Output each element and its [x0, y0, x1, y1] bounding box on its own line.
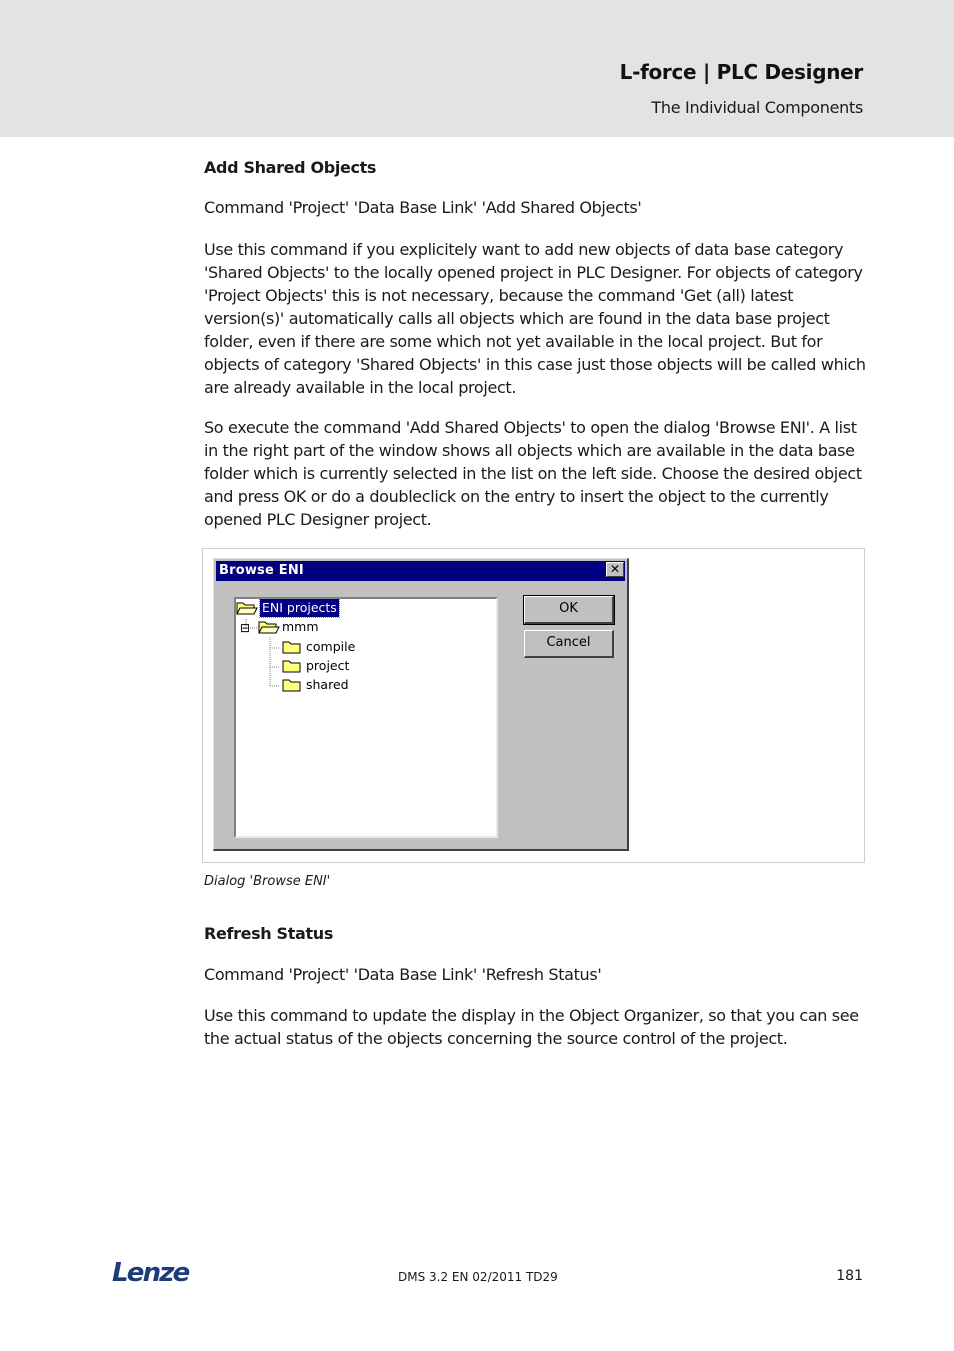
body-paragraph: So execute the command 'Add Shared Objects' to open the dialog 'Browse ENI'. A list in the right part of the window shows all objects which are available in the data base folder which is currently selected in the list on the left side. Choose the desired object and press OK or do a doubleclick on the entry to insert the object to the currently opened PLC Designer project.	[204, 418, 862, 529]
command-path: Command 'Project' 'Data Base Link' 'Refresh Status'	[204, 965, 602, 984]
tree-item-label: compile	[306, 639, 356, 654]
tree-item-label: shared	[306, 677, 349, 692]
page-header	[0, 0, 954, 137]
paragraph-wrap-1	[204, 238, 870, 399]
figure-caption: Dialog 'Browse ENI'	[204, 874, 331, 889]
folder-open-icon	[258, 619, 280, 635]
body-paragraph: Use this command if you explicitely want to add new objects of data base category 'Shared Objects' to the locally opened project in PLC Designer. For objects of category 'Project Objects' this is not necessary, because the command 'Get (all) latest version(s)' automatically calls all objects which are found in the data base project folder, even if there are some which not yet available in the local project. But for objects of category 'Shared Objects' in this case just those objects will be called which are already available in the local project.	[204, 240, 866, 397]
browse-eni-dialog	[213, 558, 629, 851]
document-id: DMS 3.2 EN 02/2011 TD29	[398, 1270, 558, 1284]
section-command-wrap-2	[204, 963, 870, 986]
tree-item-label: project	[306, 658, 350, 673]
tree-expander[interactable]	[240, 619, 254, 637]
folder-icon	[282, 639, 302, 655]
dialog-titlebar[interactable]	[216, 561, 625, 581]
folder-tree[interactable]	[234, 597, 498, 838]
document-title: L-force | PLC Designer	[619, 60, 863, 84]
paragraph-wrap-2	[204, 416, 870, 531]
chapter-title: The Individual Components	[651, 98, 863, 117]
page-number: 181	[836, 1268, 863, 1284]
cancel-button[interactable]: Cancel	[524, 630, 614, 658]
section-heading: Refresh Status	[204, 924, 333, 943]
body-paragraph: Use this command to update the display in the Object Organizer, so that you can see the actual status of the objects concerning the source control of the project.	[204, 1006, 859, 1048]
folder-open-icon	[236, 600, 258, 616]
section-add-shared-objects	[204, 156, 870, 179]
folder-icon	[282, 677, 302, 693]
section-heading: Add Shared Objects	[204, 158, 377, 177]
ok-button[interactable]: OK	[524, 596, 614, 624]
close-icon[interactable]: ✕	[606, 562, 624, 577]
tree-item-label: ENI projects	[262, 600, 337, 615]
dialog-title: Browse ENI	[219, 563, 304, 578]
section-refresh-status	[204, 922, 870, 945]
collapse-icon: ⊟	[240, 621, 251, 635]
paragraph-wrap-3	[204, 1004, 870, 1050]
folder-icon	[282, 658, 302, 674]
tree-item-label: mmm	[282, 619, 319, 634]
command-path: Command 'Project' 'Data Base Link' 'Add Shared Objects'	[204, 198, 642, 217]
section-command-wrap	[204, 196, 870, 219]
lenze-logo: Lenze	[112, 1258, 189, 1288]
